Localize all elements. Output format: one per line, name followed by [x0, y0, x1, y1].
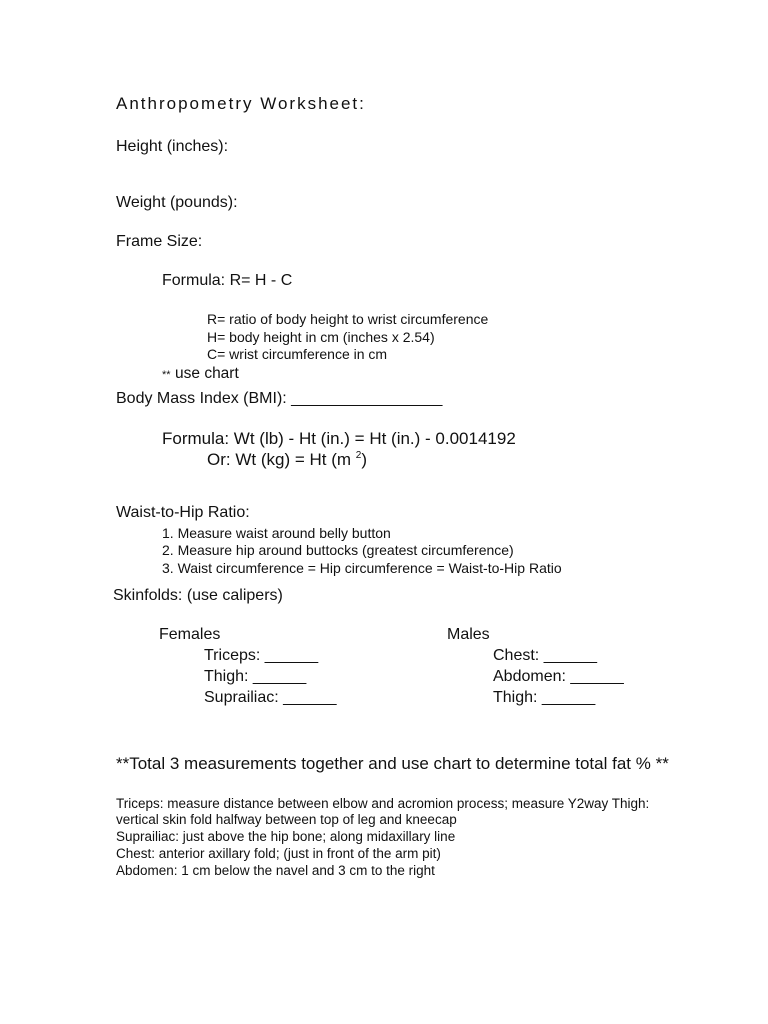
skinfolds-label: Skinfolds: (use calipers) — [113, 587, 283, 604]
bmi-alt-superscript: 2 — [355, 450, 362, 461]
use-chart-note — [162, 366, 239, 382]
total-fat-note: **Total 3 measurements together and use chart to determine total fat % ** — [116, 754, 669, 773]
female-thigh: Thigh: ______ — [204, 668, 307, 685]
note-triceps: Triceps: measure distance between elbow and acromion process; measure Y2way Thigh: — [116, 796, 650, 811]
bmi-formula: Formula: Wt (lb) - Ht (in.) = Ht (in.) - 0.0014192 — [162, 429, 516, 448]
use-chart-stars: ** — [162, 369, 171, 381]
waist-hip-label: Waist-to-Hip Ratio: — [116, 504, 250, 521]
note-chest: Chest: anterior axillary fold; (just in front of the arm pit) — [116, 846, 441, 861]
waist-hip-step-3: 3. Waist circumference = Hip circumference = Waist-to-Hip Ratio — [162, 560, 562, 576]
bmi-label: Body Mass Index (BMI): _________________ — [116, 390, 443, 407]
bmi-alt-close: ) — [361, 450, 367, 469]
frame-formula: Formula: R= H - C — [162, 272, 293, 289]
frame-size-label: Frame Size: — [116, 233, 203, 250]
note-suprailiac: Suprailiac: just above the hip bone; along midaxillary line — [116, 829, 456, 844]
frame-def-r: R= ratio of body height to wrist circumference — [207, 311, 489, 327]
frame-def-h: H= body height in cm (inches x 2.54) — [207, 329, 435, 345]
male-abdomen: Abdomen: ______ — [493, 668, 624, 685]
female-triceps: Triceps: ______ — [204, 647, 319, 664]
page-title: Anthropometry Worksheet: — [116, 94, 366, 113]
males-heading: Males — [447, 626, 490, 643]
frame-def-c: C= wrist circumference in cm — [207, 346, 388, 362]
male-thigh: Thigh: ______ — [493, 689, 596, 706]
height-label: Height (inches): — [116, 138, 229, 155]
note-thigh: vertical skin fold halfway between top of leg and kneecap — [116, 812, 457, 827]
females-heading: Females — [159, 626, 221, 643]
note-abdomen: Abdomen: 1 cm below the navel and 3 cm to the right — [116, 863, 435, 878]
weight-label: Weight (pounds): — [116, 194, 238, 211]
female-suprailiac: Suprailiac: ______ — [204, 689, 337, 706]
waist-hip-step-1: 1. Measure waist around belly button — [162, 525, 391, 541]
bmi-formula-alt — [207, 451, 367, 468]
use-chart-text: use chart — [175, 365, 239, 382]
bmi-alt-text: Or: Wt (kg) = Ht (m — [207, 450, 356, 469]
waist-hip-step-2: 2. Measure hip around buttocks (greatest circumference) — [162, 542, 514, 558]
male-chest: Chest: ______ — [493, 647, 598, 664]
